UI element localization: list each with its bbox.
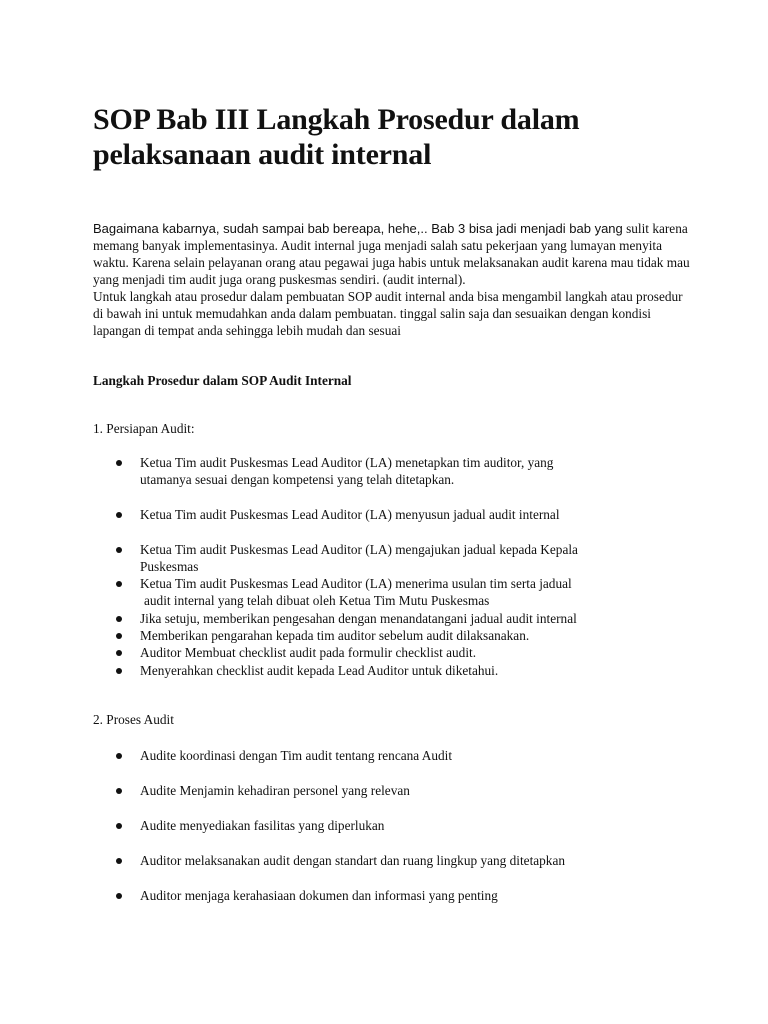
intro-rest: sulit karena memang banyak implementasinya. Audit internal juga menjadi salah satu pekerjaan yang lumayan menyita waktu. Karena selain pelayanan orang atau pegawai juga habis untuk melaksanakan audit karena mau tidak mau yang menjadi tim audit juga orang puskesmas sendiri. (audit internal). [93, 221, 690, 287]
bullet-icon [116, 616, 122, 622]
list-item [116, 852, 680, 869]
step1-heading: 1. Persiapan Audit: [93, 421, 195, 436]
list-item-line-1: Ketua Tim audit Puskesmas Lead Auditor (LA) menyusun jadual audit internal [140, 507, 560, 522]
bullet-icon [116, 753, 122, 759]
list-item-line-1: Auditor Membuat checklist audit pada formulir checklist audit. [140, 645, 477, 660]
list-item-line-1: Jika setuju, memberikan pengesahan dengan menandatangani jadual audit internal [140, 611, 577, 626]
bullet-icon [116, 460, 122, 466]
section-heading: Langkah Prosedur dalam SOP Audit Internal [93, 373, 352, 388]
bullet-icon [116, 823, 122, 829]
intro-paragraph-2: Untuk langkah atau prosedur dalam pembuatan SOP audit internal anda bisa mengambil langkah atau prosedur di bawah ini untuk memudahkan anda dalam pembuatan. tinggal salin saja dan sesuaikan dengan kondisi lapangan di tempat anda sehingga lebih mudah dan sesuai [93, 289, 683, 338]
bullet-icon [116, 581, 122, 587]
list-item-line-1: Ketua Tim audit Puskesmas Lead Auditor (LA) mengajukan jadual kepada Kepala [140, 542, 578, 557]
bullet-icon [116, 547, 122, 553]
list-item-text: Auditor melaksanakan audit dengan standart dan ruang lingkup yang ditetapkan [140, 853, 566, 868]
list-item-line-2: utamanya sesuai dengan kompetensi yang telah ditetapkan. [140, 472, 455, 487]
list-item-line-2: audit internal yang telah dibuat oleh Ketua Tim Mutu Puskesmas [144, 593, 490, 608]
list-item [116, 610, 680, 627]
page-title [93, 102, 693, 172]
list-item [116, 817, 680, 834]
list-item [116, 506, 680, 523]
bullet-icon [116, 858, 122, 864]
list-item-line-1: Ketua Tim audit Puskesmas Lead Auditor (LA) menetapkan tim auditor, yang [140, 455, 554, 470]
list-item-text: Audite menyediakan fasilitas yang diperlukan [140, 818, 385, 833]
list-item [116, 782, 680, 799]
step2-heading: 2. Proses Audit [93, 712, 174, 727]
list-item-text: Auditor menjaga kerahasiaan dokumen dan informasi yang penting [140, 888, 498, 903]
intro-text [93, 220, 693, 339]
list-item-text: Audite Menjamin kehadiran personel yang relevan [140, 783, 410, 798]
title-line-2: pelaksanaan audit internal [93, 138, 432, 171]
list-item [116, 662, 680, 679]
list-item [116, 747, 680, 764]
bullet-icon [116, 650, 122, 656]
intro-first-line: Bagaimana kabarnya, sudah sampai bab bereapa, hehe,.. Bab 3 bisa jadi menjadi bab yang [93, 221, 623, 236]
list-item-line-1: Ketua Tim audit Puskesmas Lead Auditor (LA) menerima usulan tim serta jadual [140, 576, 572, 591]
title-line-1: SOP Bab III Langkah Prosedur dalam [93, 103, 580, 136]
bullet-icon [116, 512, 122, 518]
bullet-icon [116, 788, 122, 794]
intro-paragraph-1 [93, 220, 693, 288]
list-item [116, 644, 680, 661]
list-item [116, 454, 680, 488]
list-item [116, 541, 680, 575]
list-item-text: Audite koordinasi dengan Tim audit tentang rencana Audit [140, 748, 453, 763]
list-item [116, 887, 680, 904]
list-item-line-1: Memberikan pengarahan kepada tim auditor sebelum audit dilaksanakan. [140, 628, 530, 643]
list-item [116, 575, 680, 609]
list-item-line-1: Menyerahkan checklist audit kepada Lead Auditor untuk diketahui. [140, 663, 499, 678]
bullet-icon [116, 668, 122, 674]
bullet-icon [116, 633, 122, 639]
list-item [116, 627, 680, 644]
list-item-line-2: Puskesmas [140, 559, 199, 574]
bullet-icon [116, 893, 122, 899]
